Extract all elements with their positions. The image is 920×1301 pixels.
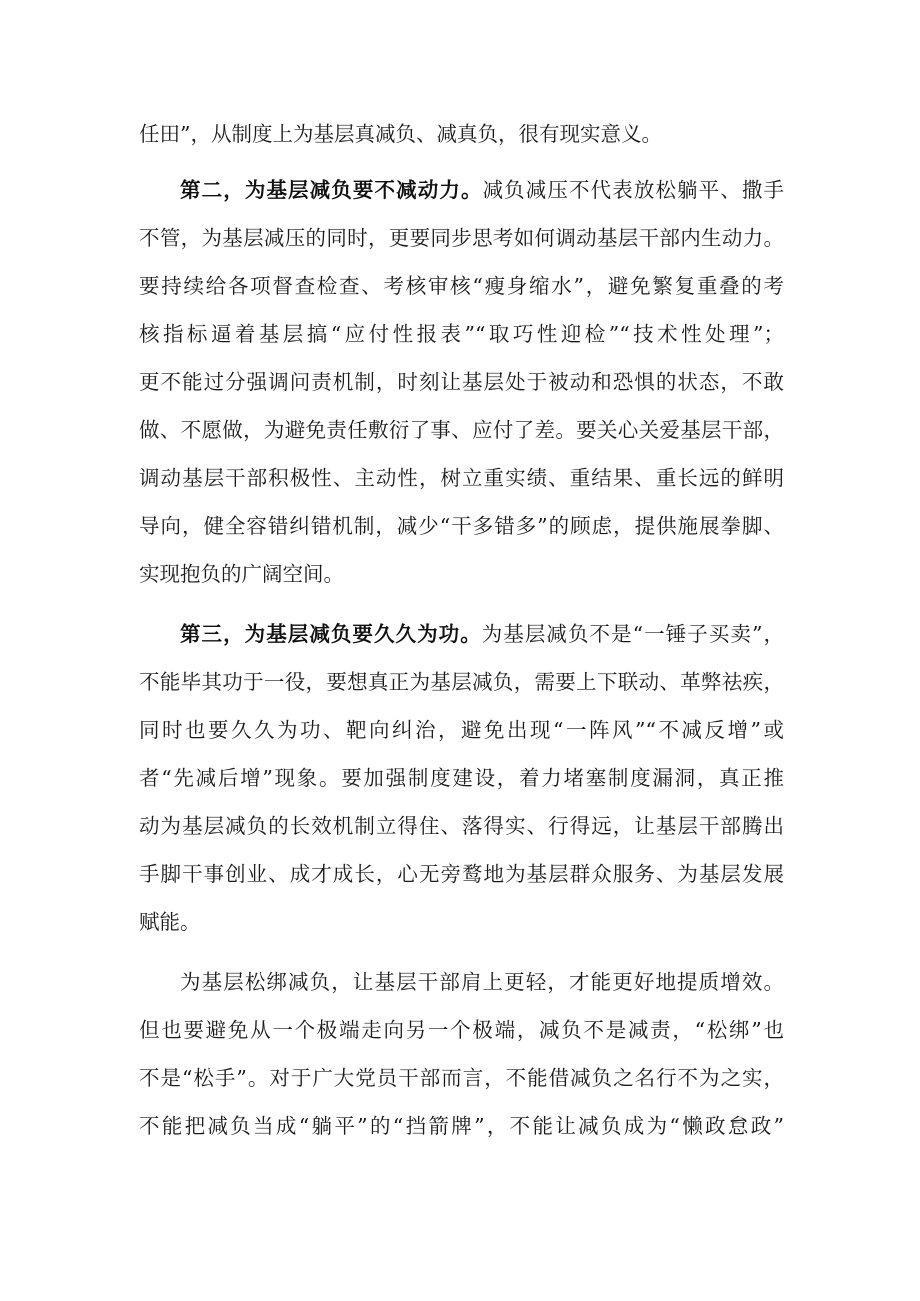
text-line: 为基层松绑减负，让基层干部肩上更轻，才能更好地提质增效。	[180, 970, 784, 994]
text-line: 调动基层干部积极性、主动性，树立重实绩、重结果、重长远的鲜明	[139, 466, 784, 490]
text-line	[139, 166, 784, 214]
text-line: 手脚干事创业、成才成长，心无旁鹜地为基层群众服务、为基层发展	[139, 862, 784, 886]
text-line: 不管，为基层减压的同时，更要同步思考如何调动基层干部内生动力。	[139, 226, 784, 250]
paragraph-third-point	[139, 610, 784, 946]
section-heading-second: 第二，为基层减负要不减动力。	[180, 178, 483, 202]
text-line: 做、不愿做，为避免责任敷衍了事、应付了差。要关心关爱基层干部，	[139, 418, 784, 442]
text-line: 者“先减后增”现象。要加强制度建设，着力堵塞制度漏洞，真正推	[139, 766, 784, 790]
text-line: 赋能。	[139, 910, 201, 934]
text-line: 实现抱负的广阔空间。	[139, 562, 344, 586]
text-line: 动为基层减负的长效机制立得住、落得实、行得远，让基层干部腾出	[139, 814, 784, 838]
text-line: 不能把减负当成“躺平”的“挡箭牌”，不能让减负成为“懒政怠政”	[139, 1114, 784, 1138]
text-line: 要持续给各项督查检查、考核审核“瘦身缩水”，避免繁复重叠的考	[139, 274, 784, 298]
text-line: 任田”，从制度上为基层真减负、减真负，很有现实意义。	[139, 122, 662, 146]
text-run: 减负减压不代表放松躺平、撒手	[482, 178, 785, 202]
text-line	[139, 610, 784, 658]
paragraph-conclusion	[139, 958, 784, 1150]
text-line: 同时也要久久为功、靶向纠治，避免出现“一阵风”“不减反增”或	[139, 718, 784, 742]
paragraph-continuation	[139, 110, 784, 158]
text-run: 为基层减负不是“一锤子买卖”，	[481, 622, 784, 646]
text-line: 导向，健全容错纠错机制，减少“干多错多”的顾虑，提供施展拳脚、	[139, 514, 784, 538]
text-line: 核指标逼着基层搞“应付性报表”“取巧性迎检”“技术性处理”；	[139, 322, 784, 346]
section-heading-third: 第三，为基层减负要久久为功。	[180, 622, 482, 646]
text-line: 不能毕其功于一役，要想真正为基层减负，需要上下联动、革弊祛疾，	[139, 670, 784, 694]
text-line: 更不能过分强调问责机制，时刻让基层处于被动和恐惧的状态，不敢	[139, 370, 784, 394]
text-line: 不是“松手”。对于广大党员干部而言，不能借减负之名行不为之实，	[139, 1066, 784, 1090]
paragraph-second-point	[139, 166, 784, 598]
text-line: 但也要避免从一个极端走向另一个极端，减负不是减责，“松绑”也	[139, 1018, 784, 1042]
